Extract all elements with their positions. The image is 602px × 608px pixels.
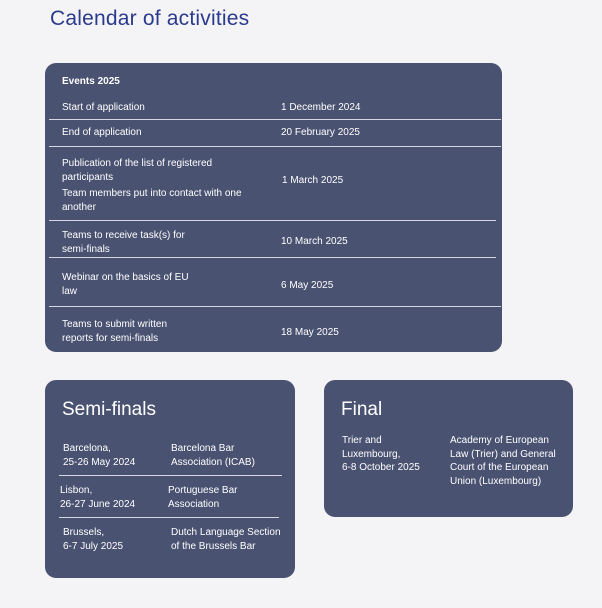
event-label-reports: Teams to submit written reports for semi-finals — [62, 319, 168, 344]
event-label-webinar: Webinar on the basics of EU law — [62, 272, 189, 297]
semi-place-brussels: Brussels, — [63, 527, 105, 538]
final-card — [324, 380, 573, 517]
event-label-end: End of application — [62, 127, 142, 138]
final-place: Trier and Luxembourg, — [342, 435, 401, 460]
semi-finals-title: Semi-finals — [62, 399, 156, 420]
final-date: 6-8 October 2025 — [342, 462, 420, 473]
event-date-publication: 1 March 2025 — [282, 175, 344, 186]
page-title: Calendar of activities — [50, 7, 250, 30]
final-title: Final — [341, 399, 383, 420]
row-divider — [59, 475, 282, 476]
semi-date-brussels: 6-7 July 2025 — [63, 541, 124, 552]
semi-place-lisbon: Lisbon, — [60, 485, 93, 496]
event-label-start: Start of application — [62, 102, 145, 113]
row-divider — [59, 517, 279, 518]
semi-org-brussels: Dutch Language Section of the Brussels Bar — [171, 527, 281, 552]
semi-org-lisbon: Portuguese Bar Association — [168, 485, 238, 510]
event-date-tasks: 10 March 2025 — [281, 236, 348, 247]
events-card — [45, 63, 502, 352]
semi-date-barcelona: 25-26 May 2024 — [63, 457, 136, 468]
final-org: Academy of European Law (Trier) and General Court of the European Union (Luxembourg) — [450, 435, 556, 487]
semi-place-barcelona: Barcelona, — [63, 443, 111, 454]
semi-org-barcelona: Barcelona Bar Association (ICAB) — [171, 443, 255, 468]
row-divider — [49, 257, 496, 258]
events-heading: Events 2025 — [62, 76, 120, 87]
semi-finals-card — [45, 380, 295, 578]
event-label-tasks: Teams to receive task(s) for semi-finals — [62, 230, 185, 255]
event-label-publication: Publication of the list of registered participants — [62, 158, 213, 183]
event-date-webinar: 6 May 2025 — [281, 280, 334, 291]
event-date-end: 20 February 2025 — [281, 127, 360, 138]
row-divider — [49, 119, 501, 120]
event-date-start: 1 December 2024 — [281, 102, 361, 113]
row-divider — [49, 220, 496, 221]
row-divider — [49, 146, 501, 147]
row-divider — [49, 306, 501, 307]
event-date-reports: 18 May 2025 — [281, 327, 339, 338]
event-label-contact: Team members put into contact with one another — [62, 188, 242, 213]
semi-date-lisbon: 26-27 June 2024 — [60, 499, 136, 510]
